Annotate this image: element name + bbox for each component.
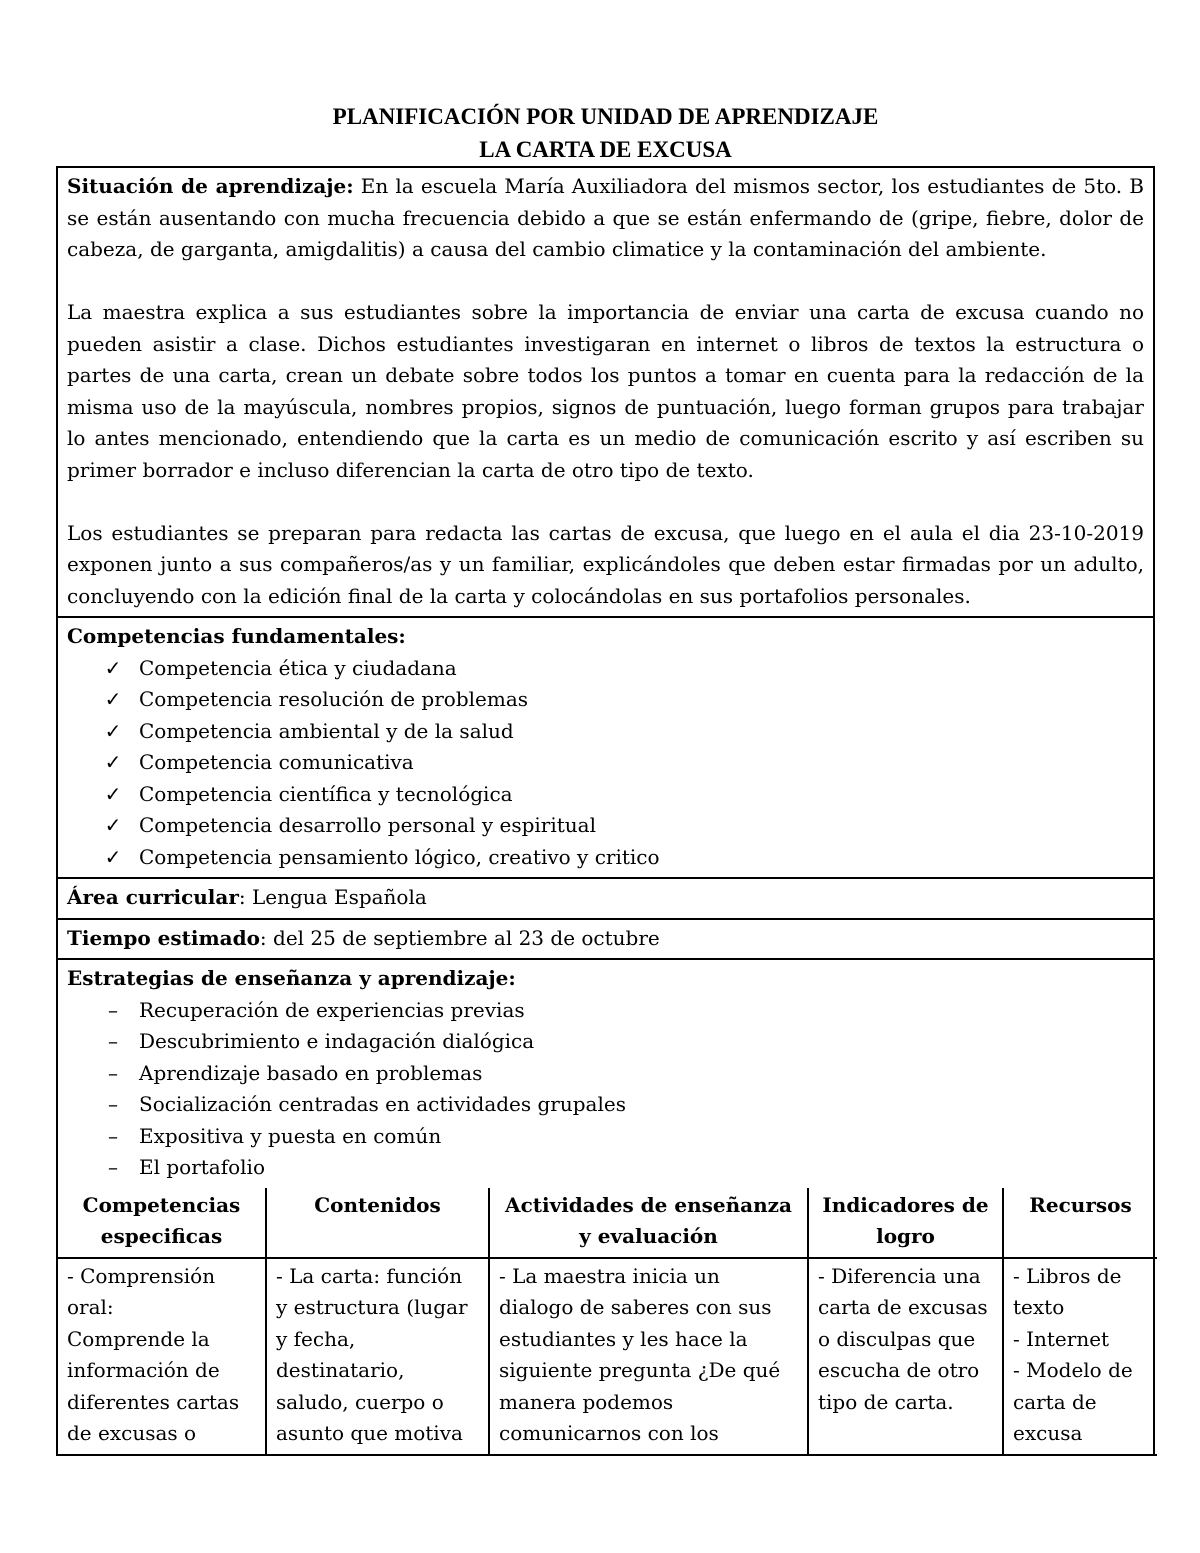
- list-item-text: Socialización centradas en actividades grupales: [139, 1092, 626, 1116]
- list-item: [67, 684, 1144, 716]
- situacion-label: Situación de aprendizaje:: [67, 174, 354, 198]
- situacion-paragraph-3: Los estudiantes se preparan para redacta las cartas de excusa, que luego en el aula el dia 23-10-2019 exponen junto a sus compañeros/as y un familiar, explicándoles que deben estar firmadas por un adulto, concluyendo con la edición final de la carta y colocándolas en sus portafolios personales.: [67, 520, 1144, 608]
- cell-text: Comprende la información de diferentes cartas de excusas o: [67, 1326, 240, 1445]
- list-item-text: El portafolio: [139, 1155, 265, 1179]
- list-item-text: Competencia científica y tecnológica: [139, 781, 513, 806]
- list-item-text: Competencia ética y ciudadana: [139, 655, 457, 680]
- cell-text: - Diferencia una carta de excusas o disculpas que escucha de otro tipo de carta.: [818, 1263, 988, 1414]
- estrategias-label: Estrategias de enseñanza y aprendizaje:: [67, 966, 516, 990]
- table-cell: [266, 1258, 489, 1455]
- list-item: [67, 1121, 1144, 1153]
- table-cell: [489, 1258, 808, 1455]
- dash-icon: –: [108, 1029, 118, 1053]
- table-row: [58, 1258, 1157, 1455]
- planning-table: [56, 166, 1155, 1456]
- table-cell: [1003, 1258, 1157, 1455]
- table-header-row: [58, 1188, 1157, 1258]
- column-header: Competencias especificas: [58, 1188, 266, 1258]
- list-item: [67, 747, 1144, 779]
- check-icon: ✓: [104, 750, 122, 774]
- column-header: Recursos: [1003, 1188, 1157, 1258]
- list-item: [67, 995, 1144, 1027]
- competencias-list: [67, 653, 1144, 874]
- column-header: Indicadores de logro: [808, 1188, 1003, 1258]
- list-item-text: Competencia resolución de problemas: [139, 687, 529, 711]
- column-header: Contenidos: [266, 1188, 489, 1258]
- cell-text: - La maestra inicia un dialogo de saberes con sus estudiantes y les hace la siguiente pregunta ¿De qué manera podemos comunicarnos con los: [499, 1263, 781, 1445]
- situacion-paragraph-1: [67, 171, 1144, 266]
- list-item-text: Competencia comunicativa: [139, 750, 414, 774]
- cell-text: - Comprensión oral:: [67, 1263, 216, 1319]
- area-label: Área curricular: [67, 885, 239, 909]
- column-header: Actividades de enseñanza y evaluación: [489, 1188, 808, 1258]
- table-cell: [58, 1258, 266, 1455]
- check-icon: ✓: [104, 718, 122, 743]
- title-line-2: LA CARTA DE EXCUSA: [479, 137, 732, 162]
- check-icon: ✓: [104, 781, 122, 806]
- list-item: [67, 1152, 1144, 1184]
- check-icon: ✓: [104, 813, 122, 837]
- list-item-text: Aprendizaje basado en problemas: [139, 1060, 483, 1085]
- list-item-text: Competencia pensamiento lógico, creativo y critico: [139, 844, 660, 869]
- estrategias-list: [67, 995, 1144, 1184]
- list-item: [67, 716, 1144, 748]
- tiempo-label: Tiempo estimado: [67, 925, 260, 950]
- cell-text: - Modelo de carta de excusa: [1013, 1358, 1133, 1445]
- list-item-text: Competencia ambiental y de la salud: [139, 718, 514, 743]
- dash-icon: –: [108, 1092, 118, 1116]
- list-item: [67, 653, 1144, 685]
- dash-icon: –: [108, 1155, 118, 1179]
- list-item-text: Competencia desarrollo personal y espiritual: [139, 813, 596, 837]
- check-icon: ✓: [104, 655, 122, 680]
- dash-icon: –: [108, 1123, 118, 1148]
- cell-text: - Internet: [1013, 1326, 1110, 1351]
- list-item: [67, 842, 1144, 874]
- list-item-text: Recuperación de experiencias previas: [139, 997, 525, 1022]
- cell-text: - La carta: función y estructura (lugar y fecha, destinatario, saludo, cuerpo o asunto que motiva: [276, 1263, 468, 1445]
- estrategias-section: [58, 960, 1153, 1188]
- cell-text: - Libros de texto: [1013, 1263, 1122, 1319]
- list-item: [67, 1058, 1144, 1090]
- tiempo-section: [58, 920, 1153, 961]
- situacion-section: [58, 168, 1153, 618]
- area-value: : Lengua Española: [238, 885, 427, 909]
- document-page: [56, 100, 1155, 1456]
- competencias-label: Competencias fundamentales:: [67, 624, 406, 648]
- list-item-text: Expositiva y puesta en común: [139, 1123, 442, 1148]
- list-item: [67, 779, 1144, 811]
- list-item: [67, 1089, 1144, 1121]
- area-section: [58, 879, 1153, 920]
- situacion-paragraph-2: La maestra explica a sus estudiantes sobre la importancia de enviar una carta de excusa cuando no pueden asistir a clase. Dichos estudiantes investigaran en internet o libros de textos la estructura o partes de una carta, crean un debate sobre todos los puntos a tomar en cuenta para la redacción de la misma uso de la mayúscula, nombres propios, signos de puntuación, luego forman grupos para trabajar lo antes mencionado, entendiendo que la carta es un medio de comunicación escrito y así escriben su primer borrador e incluso diferencian la carta de otro tipo de texto.: [67, 300, 1144, 482]
- list-item-text: Descubrimiento e indagación dialógica: [139, 1029, 535, 1053]
- check-icon: ✓: [104, 844, 122, 869]
- list-item: [67, 810, 1144, 842]
- check-icon: ✓: [104, 687, 122, 711]
- document-title: [56, 100, 1155, 166]
- content-table: [58, 1188, 1157, 1456]
- list-item: [67, 1026, 1144, 1058]
- situacion-text-1: En la escuela María Auxiliadora del mismos sector, los estudiantes de 5to. B se están ausentando con mucha frecuencia debido a que se están enfermando de (gripe, fiebre, dolor de cabeza, de garganta, amigdalitis) a causa del cambio climatice y la contaminación del ambiente.: [67, 174, 1144, 261]
- dash-icon: –: [108, 997, 118, 1022]
- dash-icon: –: [108, 1060, 118, 1085]
- competencias-section: [58, 618, 1153, 879]
- table-cell: [808, 1258, 1003, 1455]
- title-line-1: PLANIFICACIÓN POR UNIDAD DE APRENDIZAJE: [332, 104, 879, 129]
- tiempo-value: : del 25 de septiembre al 23 de octubre: [259, 925, 660, 950]
